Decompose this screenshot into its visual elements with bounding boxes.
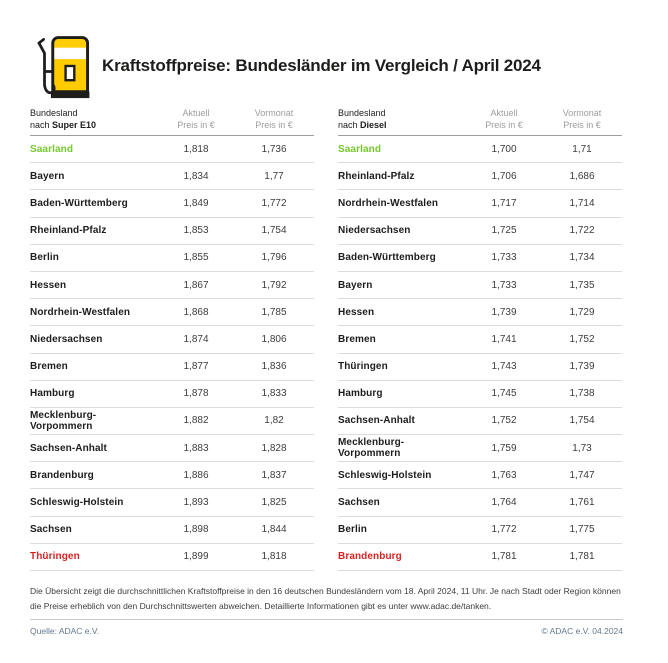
previous-price: 1,792 [261, 279, 287, 291]
previous-price: 1,806 [261, 333, 287, 345]
state-name: Nordrhein-Westfalen [30, 306, 131, 318]
current-price: 1,764 [491, 497, 517, 509]
current-price: 1,834 [183, 170, 209, 182]
previous-price: 1,71 [572, 143, 592, 155]
current-price: 1,743 [491, 361, 517, 373]
state-name: Sachsen [338, 497, 380, 509]
table-super-e10 [30, 108, 314, 571]
table-row [338, 354, 622, 381]
state-name: Hessen [338, 306, 375, 318]
state-name: Thüringen [338, 361, 388, 373]
current-price: 1,725 [491, 225, 517, 237]
column-header-aktuell: Aktuell Preis in € [177, 108, 215, 130]
column-header-vormonat: Vormonat Preis in € [562, 108, 602, 130]
state-name: Hamburg [30, 388, 75, 400]
state-name: Hessen [30, 279, 67, 291]
table-row [30, 299, 314, 326]
current-price: 1,745 [491, 388, 517, 400]
previous-price: 1,714 [569, 197, 595, 209]
source-label: Quelle: ADAC e.V. [30, 626, 100, 636]
table-row [30, 163, 314, 190]
table-row [30, 190, 314, 217]
page-title: Kraftstoffpreise: Bundesländer im Vergleich / April 2024 [102, 56, 541, 75]
footnote-text: Die Übersicht zeigt die durchschnittlichen Kraftstoffpreise in den 16 deutschen Bundesländern vom 18. April 2024, 11 Uhr. Je nach Stadt oder Region können die Preise erheblich von den Durchschnittswerten abweichen. Detaillierte Informationen gibt es unter www.adac.de/tanken. [30, 586, 621, 611]
table-row [30, 354, 314, 381]
previous-price: 1,775 [569, 524, 595, 536]
table-super-e10-body [30, 136, 314, 571]
current-price: 1,717 [491, 197, 517, 209]
previous-price: 1,818 [261, 551, 287, 563]
table-row [30, 544, 314, 571]
current-price: 1,899 [183, 551, 209, 563]
footer [30, 626, 623, 636]
column-header-aktuell: Aktuell Preis in € [485, 108, 523, 130]
previous-price: 1,836 [261, 361, 287, 373]
current-price: 1,898 [183, 524, 209, 536]
previous-price: 1,734 [569, 252, 595, 264]
current-price: 1,867 [183, 279, 209, 291]
table-row [338, 462, 622, 489]
previous-price: 1,796 [261, 252, 287, 264]
current-price: 1,752 [491, 415, 517, 427]
column-header-bundesland: Bundesland nach Super E10 [30, 108, 97, 130]
table-row [30, 408, 314, 435]
previous-price: 1,747 [569, 469, 595, 481]
current-price: 1,733 [491, 252, 517, 264]
table-row [338, 408, 622, 435]
previous-price: 1,785 [261, 306, 287, 318]
previous-price: 1,729 [569, 306, 595, 318]
previous-price: 1,738 [569, 388, 595, 400]
table-row [30, 489, 314, 516]
state-name: Nordrhein-Westfalen [338, 197, 439, 209]
state-name: Rheinland-Pfalz [30, 225, 107, 237]
state-name: Saarland [338, 143, 382, 155]
state-name: Niedersachsen [338, 225, 411, 237]
table-row [338, 544, 622, 571]
previous-price: 1,781 [569, 551, 595, 563]
state-name: Sachsen [30, 524, 72, 536]
current-price: 1,733 [491, 279, 517, 291]
state-name: Mecklenburg-Vorpommern [338, 437, 405, 460]
table-diesel-header [338, 108, 622, 136]
state-name: Schleswig-Holstein [338, 469, 432, 481]
previous-price: 1,686 [569, 170, 595, 182]
table-row [338, 136, 622, 163]
state-name: Sachsen-Anhalt [30, 442, 107, 454]
current-price: 1,855 [183, 252, 209, 264]
current-price: 1,853 [183, 225, 209, 237]
previous-price: 1,761 [569, 497, 595, 509]
table-row [30, 245, 314, 272]
table-row [338, 190, 622, 217]
table-row [338, 218, 622, 245]
previous-price: 1,73 [572, 442, 592, 454]
table-row [338, 517, 622, 544]
state-name: Bayern [30, 170, 65, 182]
state-name: Bremen [338, 333, 376, 345]
table-row [338, 489, 622, 516]
table-row [338, 435, 622, 462]
table-row [30, 435, 314, 462]
current-price: 1,763 [491, 469, 517, 481]
column-header-vormonat: Vormonat Preis in € [254, 108, 294, 130]
table-row [338, 326, 622, 353]
state-name: Hamburg [338, 388, 383, 400]
table-row [338, 381, 622, 408]
table-row [30, 136, 314, 163]
state-name: Brandenburg [338, 551, 402, 563]
table-diesel-body [338, 136, 622, 571]
previous-price: 1,837 [261, 469, 287, 481]
current-price: 1,781 [491, 551, 517, 563]
state-name: Thüringen [30, 551, 80, 563]
state-name: Baden-Württemberg [30, 197, 128, 209]
state-name: Saarland [30, 143, 74, 155]
column-header-bundesland: Bundesland nach Diesel [338, 108, 387, 130]
state-name: Berlin [338, 524, 367, 536]
tables-container [30, 108, 622, 571]
footer-divider [30, 619, 623, 620]
state-name: Bayern [338, 279, 373, 291]
state-name: Rheinland-Pfalz [338, 170, 415, 182]
current-price: 1,759 [491, 442, 517, 454]
previous-price: 1,735 [569, 279, 595, 291]
previous-price: 1,754 [261, 225, 287, 237]
current-price: 1,772 [491, 524, 517, 536]
current-price: 1,706 [491, 170, 517, 182]
current-price: 1,882 [183, 415, 209, 427]
fuel-pump-icon [28, 30, 94, 102]
table-row [338, 245, 622, 272]
state-name: Berlin [30, 252, 59, 264]
current-price: 1,886 [183, 469, 209, 481]
current-price: 1,877 [183, 361, 209, 373]
table-row [30, 462, 314, 489]
header [28, 30, 541, 102]
state-name: Baden-Württemberg [338, 252, 436, 264]
previous-price: 1,736 [261, 143, 287, 155]
copyright-label: © ADAC e.V. 04.2024 [541, 626, 623, 636]
table-row [30, 326, 314, 353]
current-price: 1,849 [183, 197, 209, 209]
previous-price: 1,722 [569, 225, 595, 237]
current-price: 1,874 [183, 333, 209, 345]
previous-price: 1,833 [261, 388, 287, 400]
state-name: Niedersachsen [30, 333, 103, 345]
table-row [338, 299, 622, 326]
state-name: Mecklenburg-Vorpommern [30, 409, 97, 432]
table-row [30, 517, 314, 544]
table-row [338, 272, 622, 299]
current-price: 1,739 [491, 306, 517, 318]
previous-price: 1,844 [261, 524, 287, 536]
current-price: 1,700 [491, 143, 517, 155]
previous-price: 1,772 [261, 197, 287, 209]
previous-price: 1,825 [261, 497, 287, 509]
table-row [30, 218, 314, 245]
table-row [338, 163, 622, 190]
state-name: Bremen [30, 361, 68, 373]
state-name: Brandenburg [30, 469, 94, 481]
current-price: 1,741 [491, 333, 517, 345]
state-name: Sachsen-Anhalt [338, 415, 415, 427]
previous-price: 1,754 [569, 415, 595, 427]
current-price: 1,818 [183, 143, 209, 155]
table-row [30, 381, 314, 408]
current-price: 1,868 [183, 306, 209, 318]
previous-price: 1,739 [569, 361, 595, 373]
previous-price: 1,82 [264, 415, 284, 427]
table-row [30, 272, 314, 299]
previous-price: 1,752 [569, 333, 595, 345]
table-super-e10-header [30, 108, 314, 136]
previous-price: 1,77 [264, 170, 284, 182]
current-price: 1,878 [183, 388, 209, 400]
state-name: Schleswig-Holstein [30, 497, 124, 509]
table-diesel [338, 108, 622, 571]
current-price: 1,893 [183, 497, 209, 509]
previous-price: 1,828 [261, 442, 287, 454]
current-price: 1,883 [183, 442, 209, 454]
